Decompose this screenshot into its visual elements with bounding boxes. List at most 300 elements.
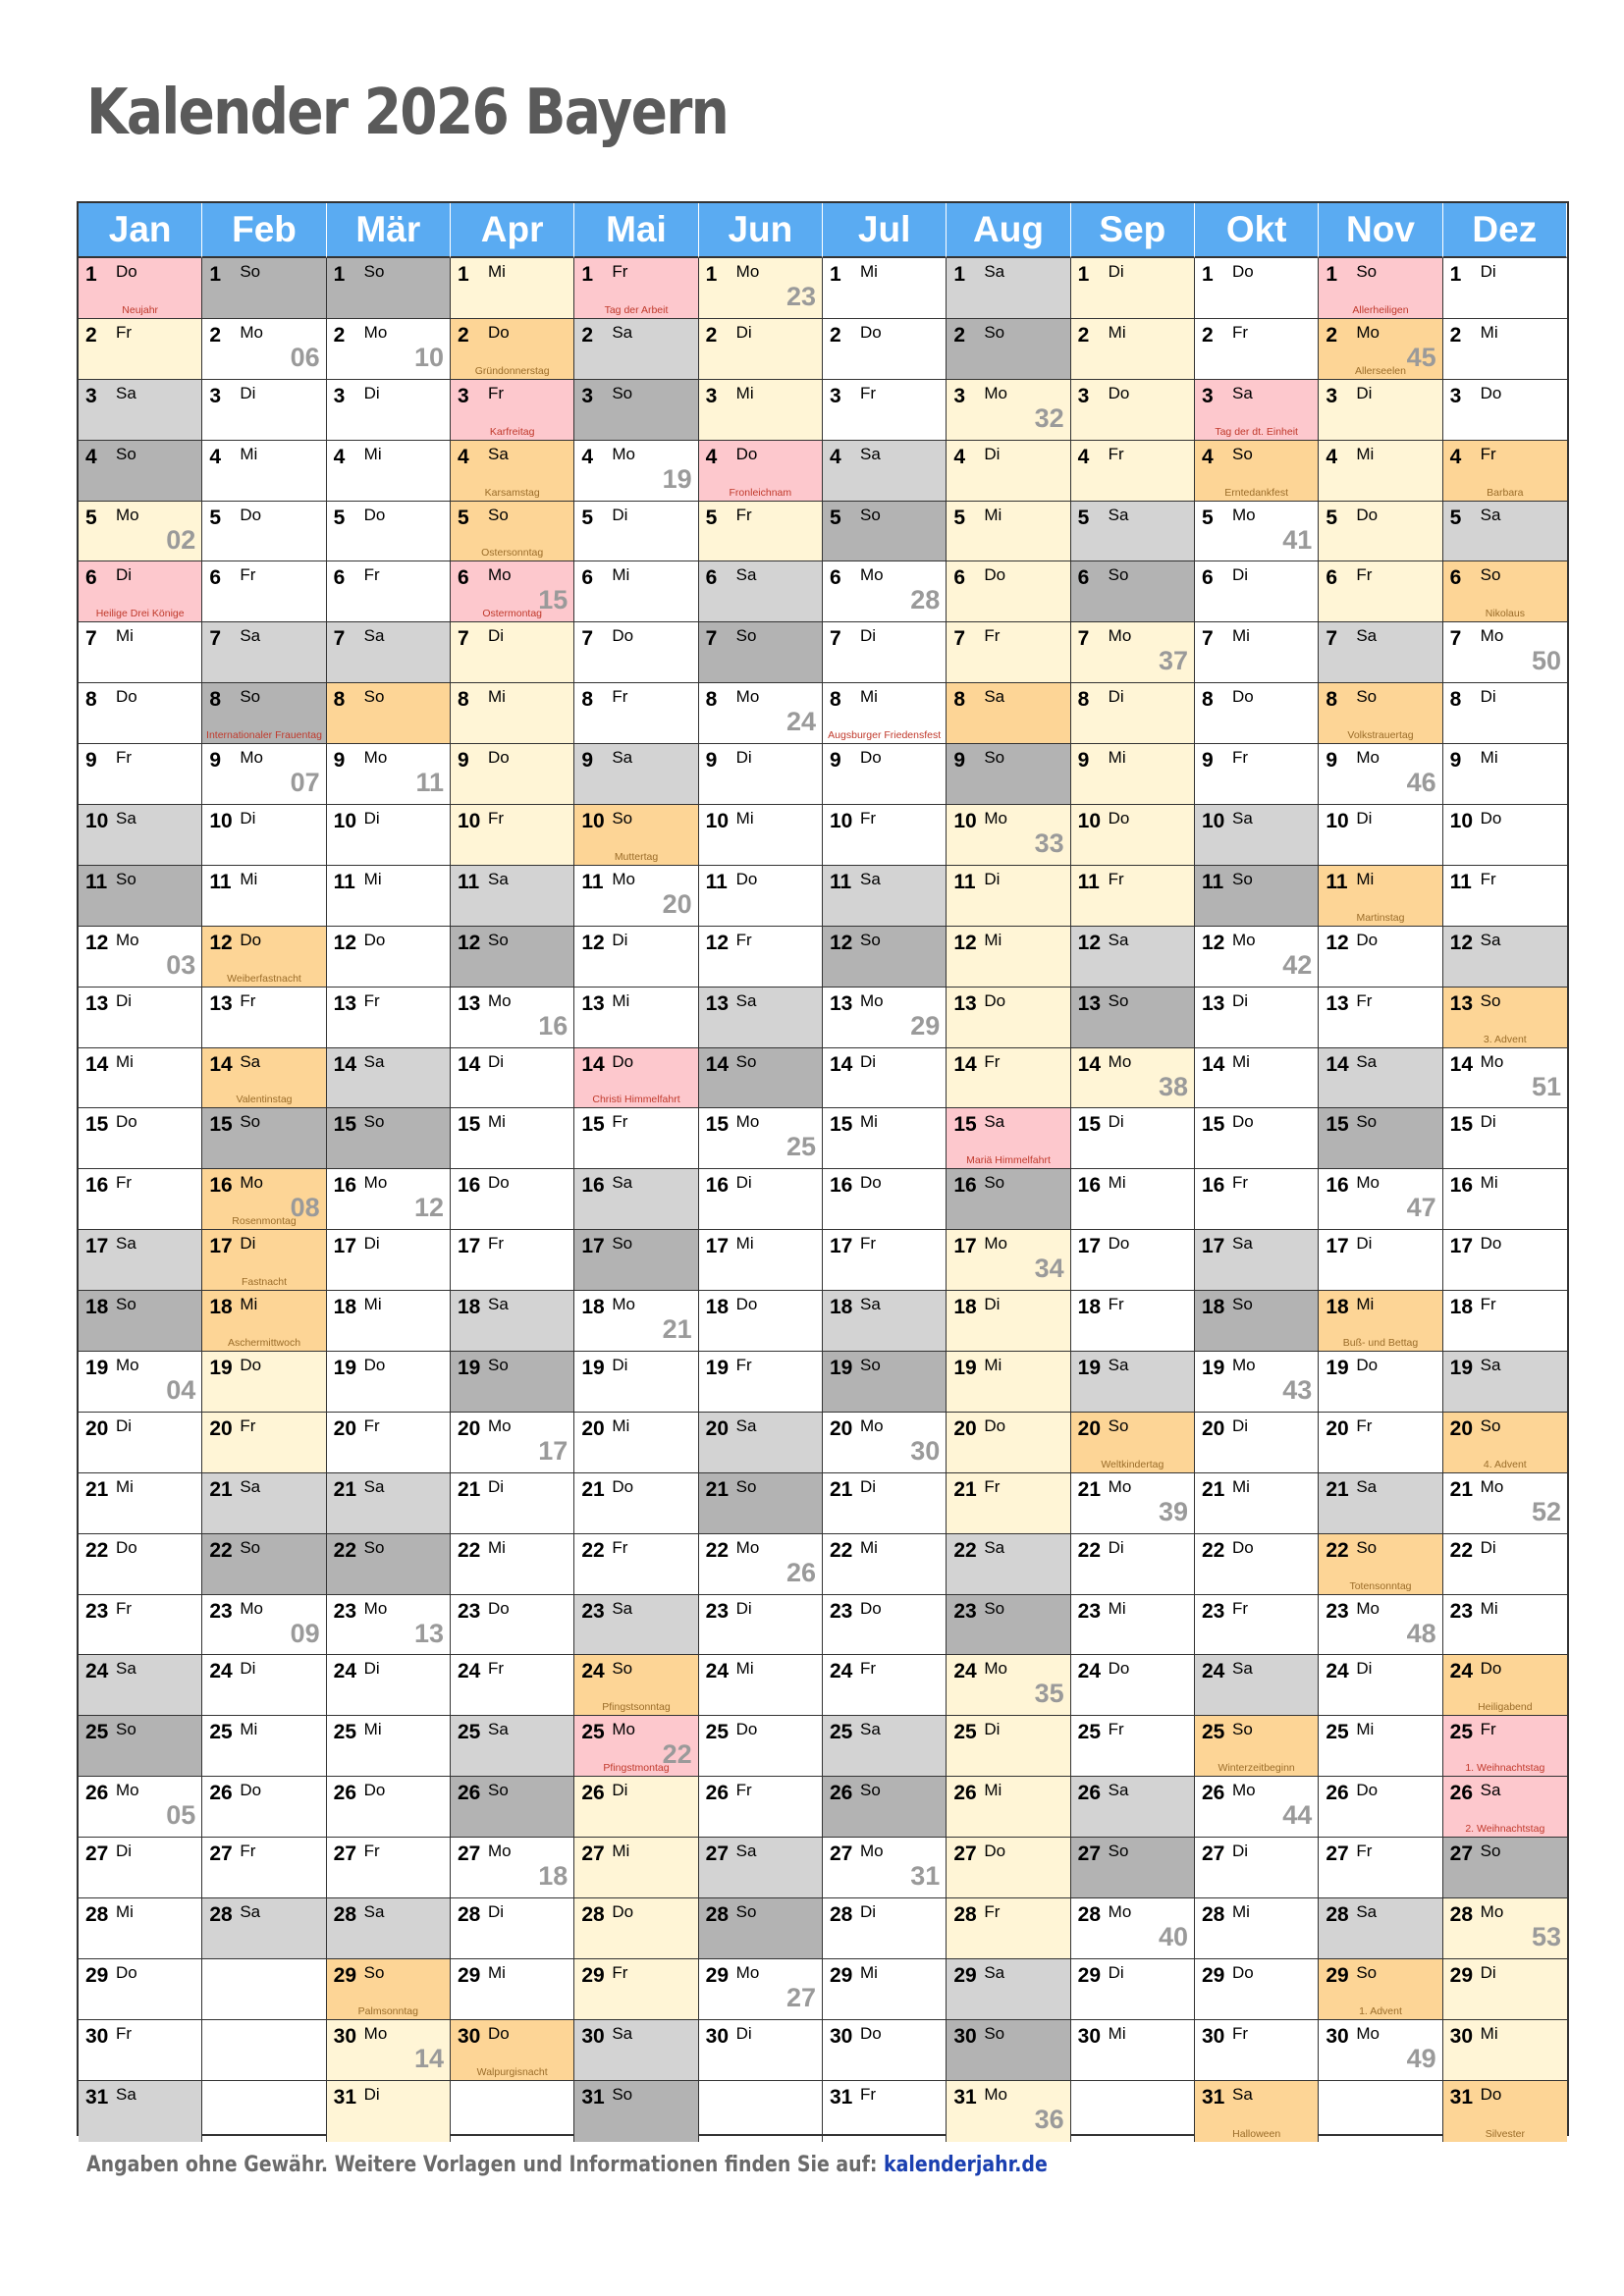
day-cell[interactable] xyxy=(574,2081,698,2142)
day-cell[interactable] xyxy=(1071,2020,1195,2081)
day-cell[interactable] xyxy=(451,1716,574,1777)
day-cell[interactable] xyxy=(1195,1716,1319,1777)
day-cell[interactable] xyxy=(451,1595,574,1656)
day-cell[interactable] xyxy=(574,866,698,927)
day-cell[interactable] xyxy=(1195,866,1319,927)
day-cell[interactable] xyxy=(699,1108,823,1169)
day-cell[interactable] xyxy=(1319,1352,1442,1413)
day-cell[interactable] xyxy=(202,1169,326,1230)
day-cell[interactable] xyxy=(327,1291,451,1352)
day-cell[interactable] xyxy=(1443,258,1567,319)
day-cell[interactable] xyxy=(1195,622,1319,683)
day-cell[interactable] xyxy=(327,1959,451,2020)
day-cell[interactable] xyxy=(202,319,326,380)
day-cell[interactable] xyxy=(1071,622,1195,683)
day-cell[interactable] xyxy=(947,1595,1070,1656)
day-cell[interactable] xyxy=(79,380,202,441)
day-cell[interactable] xyxy=(1195,683,1319,744)
day-cell[interactable] xyxy=(202,1716,326,1777)
day-cell[interactable] xyxy=(327,866,451,927)
day-cell[interactable] xyxy=(1443,1716,1567,1777)
day-cell[interactable] xyxy=(947,744,1070,805)
day-cell[interactable] xyxy=(1443,1595,1567,1656)
day-cell[interactable] xyxy=(79,319,202,380)
day-cell[interactable] xyxy=(79,683,202,744)
day-cell[interactable] xyxy=(699,1655,823,1716)
day-cell[interactable] xyxy=(451,561,574,622)
day-cell[interactable] xyxy=(947,988,1070,1048)
day-cell[interactable] xyxy=(823,1534,947,1595)
day-cell[interactable] xyxy=(1443,502,1567,562)
day-cell[interactable] xyxy=(823,1959,947,2020)
day-cell[interactable] xyxy=(699,866,823,927)
day-cell[interactable] xyxy=(1443,1108,1567,1169)
day-cell[interactable] xyxy=(1071,561,1195,622)
day-cell[interactable] xyxy=(79,927,202,988)
day-cell[interactable] xyxy=(699,1777,823,1838)
day-cell[interactable] xyxy=(823,744,947,805)
day-cell[interactable] xyxy=(327,988,451,1048)
day-cell[interactable] xyxy=(823,1230,947,1291)
day-cell[interactable] xyxy=(327,1838,451,1898)
day-cell[interactable] xyxy=(327,1777,451,1838)
day-cell[interactable] xyxy=(202,866,326,927)
day-cell[interactable] xyxy=(327,622,451,683)
day-cell[interactable] xyxy=(1071,1473,1195,1534)
day-cell[interactable] xyxy=(699,502,823,562)
day-cell[interactable] xyxy=(823,683,947,744)
day-cell[interactable] xyxy=(79,1413,202,1473)
day-cell[interactable] xyxy=(1071,1655,1195,1716)
day-cell[interactable] xyxy=(1195,1230,1319,1291)
day-cell[interactable] xyxy=(574,988,698,1048)
day-cell[interactable] xyxy=(1195,1898,1319,1959)
day-cell[interactable] xyxy=(1443,1777,1567,1838)
day-cell[interactable] xyxy=(1071,683,1195,744)
day-cell[interactable] xyxy=(823,927,947,988)
day-cell[interactable] xyxy=(823,1291,947,1352)
day-cell[interactable] xyxy=(947,2081,1070,2142)
day-cell[interactable] xyxy=(451,1534,574,1595)
day-cell[interactable] xyxy=(1195,1777,1319,1838)
day-cell[interactable] xyxy=(1319,1048,1442,1109)
day-cell[interactable] xyxy=(202,1898,326,1959)
day-cell[interactable] xyxy=(79,1352,202,1413)
day-cell[interactable] xyxy=(451,2020,574,2081)
day-cell[interactable] xyxy=(947,1108,1070,1169)
day-cell[interactable] xyxy=(79,258,202,319)
day-cell[interactable] xyxy=(947,319,1070,380)
day-cell[interactable] xyxy=(1443,1838,1567,1898)
day-cell[interactable] xyxy=(947,683,1070,744)
day-cell[interactable] xyxy=(947,1534,1070,1595)
day-cell[interactable] xyxy=(574,1108,698,1169)
day-cell[interactable] xyxy=(1195,1108,1319,1169)
day-cell[interactable] xyxy=(1071,1959,1195,2020)
day-cell[interactable] xyxy=(699,380,823,441)
day-cell[interactable] xyxy=(947,1838,1070,1898)
day-cell[interactable] xyxy=(1195,441,1319,502)
day-cell[interactable] xyxy=(79,622,202,683)
day-cell[interactable] xyxy=(947,1291,1070,1352)
day-cell[interactable] xyxy=(1071,1352,1195,1413)
day-cell[interactable] xyxy=(947,1959,1070,2020)
day-cell[interactable] xyxy=(451,1777,574,1838)
day-cell[interactable] xyxy=(574,2020,698,2081)
day-cell[interactable] xyxy=(1319,744,1442,805)
day-cell[interactable] xyxy=(823,622,947,683)
day-cell[interactable] xyxy=(1195,927,1319,988)
day-cell[interactable] xyxy=(79,1534,202,1595)
day-cell[interactable] xyxy=(823,1473,947,1534)
day-cell[interactable] xyxy=(327,1413,451,1473)
day-cell[interactable] xyxy=(1319,319,1442,380)
day-cell[interactable] xyxy=(451,1291,574,1352)
day-cell[interactable] xyxy=(947,1716,1070,1777)
day-cell[interactable] xyxy=(574,622,698,683)
day-cell[interactable] xyxy=(699,1716,823,1777)
day-cell[interactable] xyxy=(1443,1473,1567,1534)
day-cell[interactable] xyxy=(327,1108,451,1169)
day-cell[interactable] xyxy=(1071,1413,1195,1473)
day-cell[interactable] xyxy=(574,927,698,988)
day-cell[interactable] xyxy=(823,1898,947,1959)
day-cell[interactable] xyxy=(327,1352,451,1413)
day-cell[interactable] xyxy=(327,2081,451,2142)
day-cell[interactable] xyxy=(1443,1898,1567,1959)
day-cell[interactable] xyxy=(947,1352,1070,1413)
day-cell[interactable] xyxy=(451,1230,574,1291)
day-cell[interactable] xyxy=(1443,1655,1567,1716)
day-cell[interactable] xyxy=(1443,2020,1567,2081)
day-cell[interactable] xyxy=(451,502,574,562)
day-cell[interactable] xyxy=(1319,866,1442,927)
day-cell[interactable] xyxy=(1319,1777,1442,1838)
day-cell[interactable] xyxy=(327,441,451,502)
day-cell[interactable] xyxy=(574,1473,698,1534)
day-cell[interactable] xyxy=(1443,744,1567,805)
day-cell[interactable] xyxy=(1443,622,1567,683)
day-cell[interactable] xyxy=(451,380,574,441)
day-cell[interactable] xyxy=(202,1838,326,1898)
day-cell[interactable] xyxy=(947,1169,1070,1230)
day-cell[interactable] xyxy=(699,683,823,744)
day-cell[interactable] xyxy=(947,1413,1070,1473)
day-cell[interactable] xyxy=(1071,1716,1195,1777)
day-cell[interactable] xyxy=(823,319,947,380)
day-cell[interactable] xyxy=(451,1413,574,1473)
day-cell[interactable] xyxy=(574,1595,698,1656)
day-cell[interactable] xyxy=(1071,319,1195,380)
day-cell[interactable] xyxy=(699,744,823,805)
day-cell[interactable] xyxy=(823,988,947,1048)
day-cell[interactable] xyxy=(699,258,823,319)
day-cell[interactable] xyxy=(1319,1655,1442,1716)
day-cell[interactable] xyxy=(202,1108,326,1169)
day-cell[interactable] xyxy=(1443,805,1567,866)
day-cell[interactable] xyxy=(574,1413,698,1473)
day-cell[interactable] xyxy=(1319,927,1442,988)
day-cell[interactable] xyxy=(1443,1352,1567,1413)
day-cell[interactable] xyxy=(1195,744,1319,805)
day-cell[interactable] xyxy=(823,1838,947,1898)
day-cell[interactable] xyxy=(202,258,326,319)
day-cell[interactable] xyxy=(451,319,574,380)
day-cell[interactable] xyxy=(1195,1291,1319,1352)
day-cell[interactable] xyxy=(1195,380,1319,441)
day-cell[interactable] xyxy=(202,927,326,988)
day-cell[interactable] xyxy=(202,441,326,502)
day-cell[interactable] xyxy=(79,805,202,866)
day-cell[interactable] xyxy=(1319,1473,1442,1534)
day-cell[interactable] xyxy=(1443,380,1567,441)
day-cell[interactable] xyxy=(823,502,947,562)
day-cell[interactable] xyxy=(823,380,947,441)
day-cell[interactable] xyxy=(1443,1291,1567,1352)
day-cell[interactable] xyxy=(1195,1595,1319,1656)
day-cell[interactable] xyxy=(823,1352,947,1413)
day-cell[interactable] xyxy=(947,2020,1070,2081)
day-cell[interactable] xyxy=(574,1048,698,1109)
day-cell[interactable] xyxy=(1319,1534,1442,1595)
day-cell[interactable] xyxy=(699,1534,823,1595)
day-cell[interactable] xyxy=(202,1413,326,1473)
day-cell[interactable] xyxy=(79,441,202,502)
day-cell[interactable] xyxy=(202,380,326,441)
day-cell[interactable] xyxy=(1319,622,1442,683)
day-cell[interactable] xyxy=(574,805,698,866)
day-cell[interactable] xyxy=(699,1413,823,1473)
day-cell[interactable] xyxy=(699,622,823,683)
day-cell[interactable] xyxy=(1195,258,1319,319)
day-cell[interactable] xyxy=(79,1838,202,1898)
day-cell[interactable] xyxy=(327,1048,451,1109)
day-cell[interactable] xyxy=(1195,1838,1319,1898)
day-cell[interactable] xyxy=(79,1595,202,1656)
day-cell[interactable] xyxy=(574,258,698,319)
day-cell[interactable] xyxy=(327,805,451,866)
day-cell[interactable] xyxy=(1195,1959,1319,2020)
day-cell[interactable] xyxy=(699,2020,823,2081)
day-cell[interactable] xyxy=(1195,1413,1319,1473)
day-cell[interactable] xyxy=(947,441,1070,502)
day-cell[interactable] xyxy=(327,1169,451,1230)
day-cell[interactable] xyxy=(574,1534,698,1595)
day-cell[interactable] xyxy=(327,1595,451,1656)
day-cell[interactable] xyxy=(79,1291,202,1352)
day-cell[interactable] xyxy=(1319,380,1442,441)
day-cell[interactable] xyxy=(699,1230,823,1291)
day-cell[interactable] xyxy=(947,1655,1070,1716)
day-cell[interactable] xyxy=(699,1959,823,2020)
day-cell[interactable] xyxy=(823,1595,947,1656)
day-cell[interactable] xyxy=(451,1048,574,1109)
day-cell[interactable] xyxy=(79,1716,202,1777)
day-cell[interactable] xyxy=(1443,988,1567,1048)
day-cell[interactable] xyxy=(823,1413,947,1473)
day-cell[interactable] xyxy=(451,927,574,988)
day-cell[interactable] xyxy=(79,1108,202,1169)
day-cell[interactable] xyxy=(1319,561,1442,622)
day-cell[interactable] xyxy=(1443,1230,1567,1291)
day-cell[interactable] xyxy=(823,866,947,927)
day-cell[interactable] xyxy=(1071,927,1195,988)
day-cell[interactable] xyxy=(1195,1352,1319,1413)
day-cell[interactable] xyxy=(1319,988,1442,1048)
day-cell[interactable] xyxy=(699,1473,823,1534)
day-cell[interactable] xyxy=(79,502,202,562)
day-cell[interactable] xyxy=(1071,1838,1195,1898)
day-cell[interactable] xyxy=(1319,1838,1442,1898)
day-cell[interactable] xyxy=(574,1291,698,1352)
footer-link[interactable]: kalenderjahr.de xyxy=(884,2153,1048,2177)
day-cell[interactable] xyxy=(202,1595,326,1656)
day-cell[interactable] xyxy=(1071,744,1195,805)
day-cell[interactable] xyxy=(1071,988,1195,1048)
day-cell[interactable] xyxy=(823,1716,947,1777)
day-cell[interactable] xyxy=(574,1169,698,1230)
day-cell[interactable] xyxy=(574,1655,698,1716)
day-cell[interactable] xyxy=(79,1473,202,1534)
day-cell[interactable] xyxy=(1195,1534,1319,1595)
day-cell[interactable] xyxy=(451,805,574,866)
day-cell[interactable] xyxy=(202,683,326,744)
day-cell[interactable] xyxy=(1195,2020,1319,2081)
day-cell[interactable] xyxy=(1443,866,1567,927)
day-cell[interactable] xyxy=(327,561,451,622)
day-cell[interactable] xyxy=(823,1777,947,1838)
day-cell[interactable] xyxy=(202,805,326,866)
day-cell[interactable] xyxy=(327,1716,451,1777)
day-cell[interactable] xyxy=(451,988,574,1048)
day-cell[interactable] xyxy=(699,1898,823,1959)
day-cell[interactable] xyxy=(327,380,451,441)
day-cell[interactable] xyxy=(947,1777,1070,1838)
day-cell[interactable] xyxy=(574,1716,698,1777)
day-cell[interactable] xyxy=(1195,2081,1319,2142)
day-cell[interactable] xyxy=(202,1230,326,1291)
day-cell[interactable] xyxy=(574,380,698,441)
day-cell[interactable] xyxy=(1071,1048,1195,1109)
day-cell[interactable] xyxy=(1443,1413,1567,1473)
day-cell[interactable] xyxy=(1071,1534,1195,1595)
day-cell[interactable] xyxy=(947,805,1070,866)
day-cell[interactable] xyxy=(1071,1777,1195,1838)
day-cell[interactable] xyxy=(699,1169,823,1230)
day-cell[interactable] xyxy=(1319,1716,1442,1777)
day-cell[interactable] xyxy=(1195,1169,1319,1230)
day-cell[interactable] xyxy=(699,1838,823,1898)
day-cell[interactable] xyxy=(1319,1230,1442,1291)
day-cell[interactable] xyxy=(1443,1959,1567,2020)
day-cell[interactable] xyxy=(699,1352,823,1413)
day-cell[interactable] xyxy=(823,805,947,866)
day-cell[interactable] xyxy=(1195,1655,1319,1716)
day-cell[interactable] xyxy=(1071,1595,1195,1656)
day-cell[interactable] xyxy=(947,866,1070,927)
day-cell[interactable] xyxy=(823,1048,947,1109)
day-cell[interactable] xyxy=(947,622,1070,683)
day-cell[interactable] xyxy=(699,1291,823,1352)
day-cell[interactable] xyxy=(823,2020,947,2081)
day-cell[interactable] xyxy=(79,1169,202,1230)
day-cell[interactable] xyxy=(699,927,823,988)
day-cell[interactable] xyxy=(1443,2081,1567,2142)
day-cell[interactable] xyxy=(1319,1169,1442,1230)
day-cell[interactable] xyxy=(1071,805,1195,866)
day-cell[interactable] xyxy=(451,622,574,683)
day-cell[interactable] xyxy=(699,1595,823,1656)
day-cell[interactable] xyxy=(327,1230,451,1291)
day-cell[interactable] xyxy=(947,380,1070,441)
day-cell[interactable] xyxy=(1071,441,1195,502)
day-cell[interactable] xyxy=(1319,1108,1442,1169)
day-cell[interactable] xyxy=(699,805,823,866)
day-cell[interactable] xyxy=(202,502,326,562)
day-cell[interactable] xyxy=(1071,258,1195,319)
day-cell[interactable] xyxy=(451,1473,574,1534)
day-cell[interactable] xyxy=(1319,1595,1442,1656)
day-cell[interactable] xyxy=(327,258,451,319)
day-cell[interactable] xyxy=(574,744,698,805)
day-cell[interactable] xyxy=(327,2020,451,2081)
day-cell[interactable] xyxy=(327,1534,451,1595)
day-cell[interactable] xyxy=(451,866,574,927)
day-cell[interactable] xyxy=(947,1048,1070,1109)
day-cell[interactable] xyxy=(79,561,202,622)
day-cell[interactable] xyxy=(574,441,698,502)
day-cell[interactable] xyxy=(1071,380,1195,441)
day-cell[interactable] xyxy=(1195,805,1319,866)
day-cell[interactable] xyxy=(1319,2020,1442,2081)
day-cell[interactable] xyxy=(327,1655,451,1716)
day-cell[interactable] xyxy=(1195,1473,1319,1534)
day-cell[interactable] xyxy=(451,1898,574,1959)
day-cell[interactable] xyxy=(202,1473,326,1534)
day-cell[interactable] xyxy=(202,1655,326,1716)
day-cell[interactable] xyxy=(947,1473,1070,1534)
day-cell[interactable] xyxy=(451,683,574,744)
day-cell[interactable] xyxy=(202,1291,326,1352)
day-cell[interactable] xyxy=(947,258,1070,319)
day-cell[interactable] xyxy=(1319,1413,1442,1473)
day-cell[interactable] xyxy=(1071,1169,1195,1230)
day-cell[interactable] xyxy=(1443,683,1567,744)
day-cell[interactable] xyxy=(699,319,823,380)
day-cell[interactable] xyxy=(574,1777,698,1838)
day-cell[interactable] xyxy=(1319,683,1442,744)
day-cell[interactable] xyxy=(699,988,823,1048)
day-cell[interactable] xyxy=(451,1838,574,1898)
day-cell[interactable] xyxy=(451,1169,574,1230)
day-cell[interactable] xyxy=(202,1534,326,1595)
day-cell[interactable] xyxy=(79,866,202,927)
day-cell[interactable] xyxy=(1195,319,1319,380)
day-cell[interactable] xyxy=(1443,561,1567,622)
day-cell[interactable] xyxy=(79,744,202,805)
day-cell[interactable] xyxy=(1071,1108,1195,1169)
day-cell[interactable] xyxy=(451,441,574,502)
day-cell[interactable] xyxy=(574,561,698,622)
day-cell[interactable] xyxy=(202,988,326,1048)
day-cell[interactable] xyxy=(79,2020,202,2081)
day-cell[interactable] xyxy=(1195,1048,1319,1109)
day-cell[interactable] xyxy=(699,441,823,502)
day-cell[interactable] xyxy=(451,744,574,805)
day-cell[interactable] xyxy=(327,744,451,805)
day-cell[interactable] xyxy=(574,319,698,380)
day-cell[interactable] xyxy=(574,1959,698,2020)
